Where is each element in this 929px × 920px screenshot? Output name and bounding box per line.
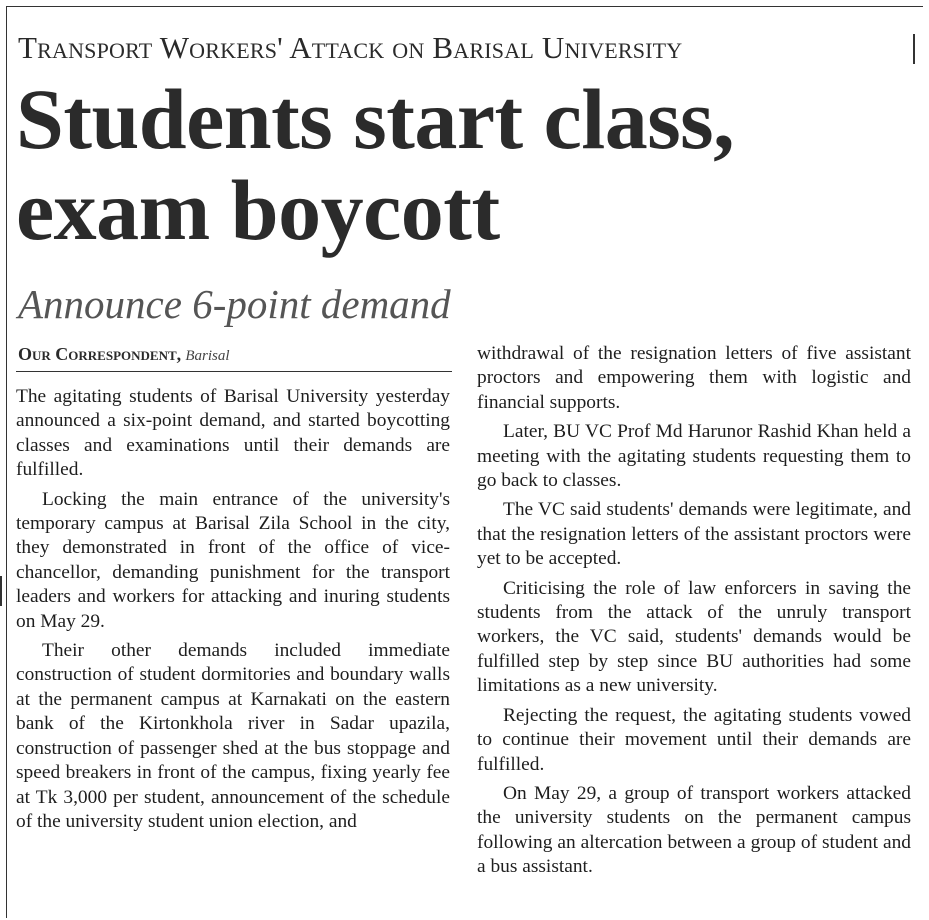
byline-name: Our Correspondent, bbox=[18, 344, 182, 364]
subheadline: Announce 6-point demand bbox=[18, 281, 451, 327]
paragraph: Criticising the role of law enforcers in saving the students from the attack of the unruly transport workers, the VC said, students' demands would be fulfilled step by step since BU authorities had some limitations as a new university. bbox=[477, 577, 911, 697]
paragraph: On May 29, a group of transport workers attacked the university students on the permanent campus following an altercation between a group of student and a bus assistant. bbox=[477, 782, 911, 878]
paragraph: Their other demands included immediate construction of student dormitories and boundary walls at the permanent campus at Karnakati on the eastern bank of the Kirtonkhola river in Sadar upazila, construction of passenger shed at the bus stoppage and speed breakers in front of the campus, fixing yearly fee at Tk 3,000 per student, announcement of the schedule of the university student union election, and bbox=[16, 640, 450, 832]
paragraph: withdrawal of the resignation letters of five assistant proctors and empowering them with logistic and financial supports. bbox=[477, 343, 911, 413]
paragraph: The VC said students' demands were legitimate, and that the resignation letters of the assistant proctors were yet to be accepted. bbox=[477, 499, 911, 570]
paragraph: Locking the main entrance of the university's temporary campus at Barisal Zila School in the city, they demonstrated in front of the office of vice-chancellor, demanding punishment for the transport leaders and workers for attacking and inuring students on May 29. bbox=[16, 488, 450, 632]
article-column-right bbox=[477, 342, 911, 885]
paragraph: The agitating students of Barisal University yesterday announced a six-point demand, and started boycotting classes and examinations until their demands are fulfilled. bbox=[16, 386, 450, 481]
kicker-divider bbox=[913, 34, 915, 64]
kicker-heading: Transport Workers' Attack on Barisal University bbox=[18, 30, 683, 65]
headline: Students start class, exam boycott bbox=[16, 71, 735, 258]
column-edge-mark bbox=[0, 576, 2, 606]
paragraph: Rejecting the request, the agitating students vowed to continue their movement until their demands are fulfilled. bbox=[477, 704, 911, 775]
article-column-left bbox=[16, 385, 450, 839]
byline bbox=[18, 343, 458, 367]
paragraph: Later, BU VC Prof Md Harunor Rashid Khan held a meeting with the agitating students requesting them to go back to classes. bbox=[477, 421, 911, 492]
byline-divider bbox=[16, 371, 452, 372]
byline-place: Barisal bbox=[185, 348, 230, 364]
